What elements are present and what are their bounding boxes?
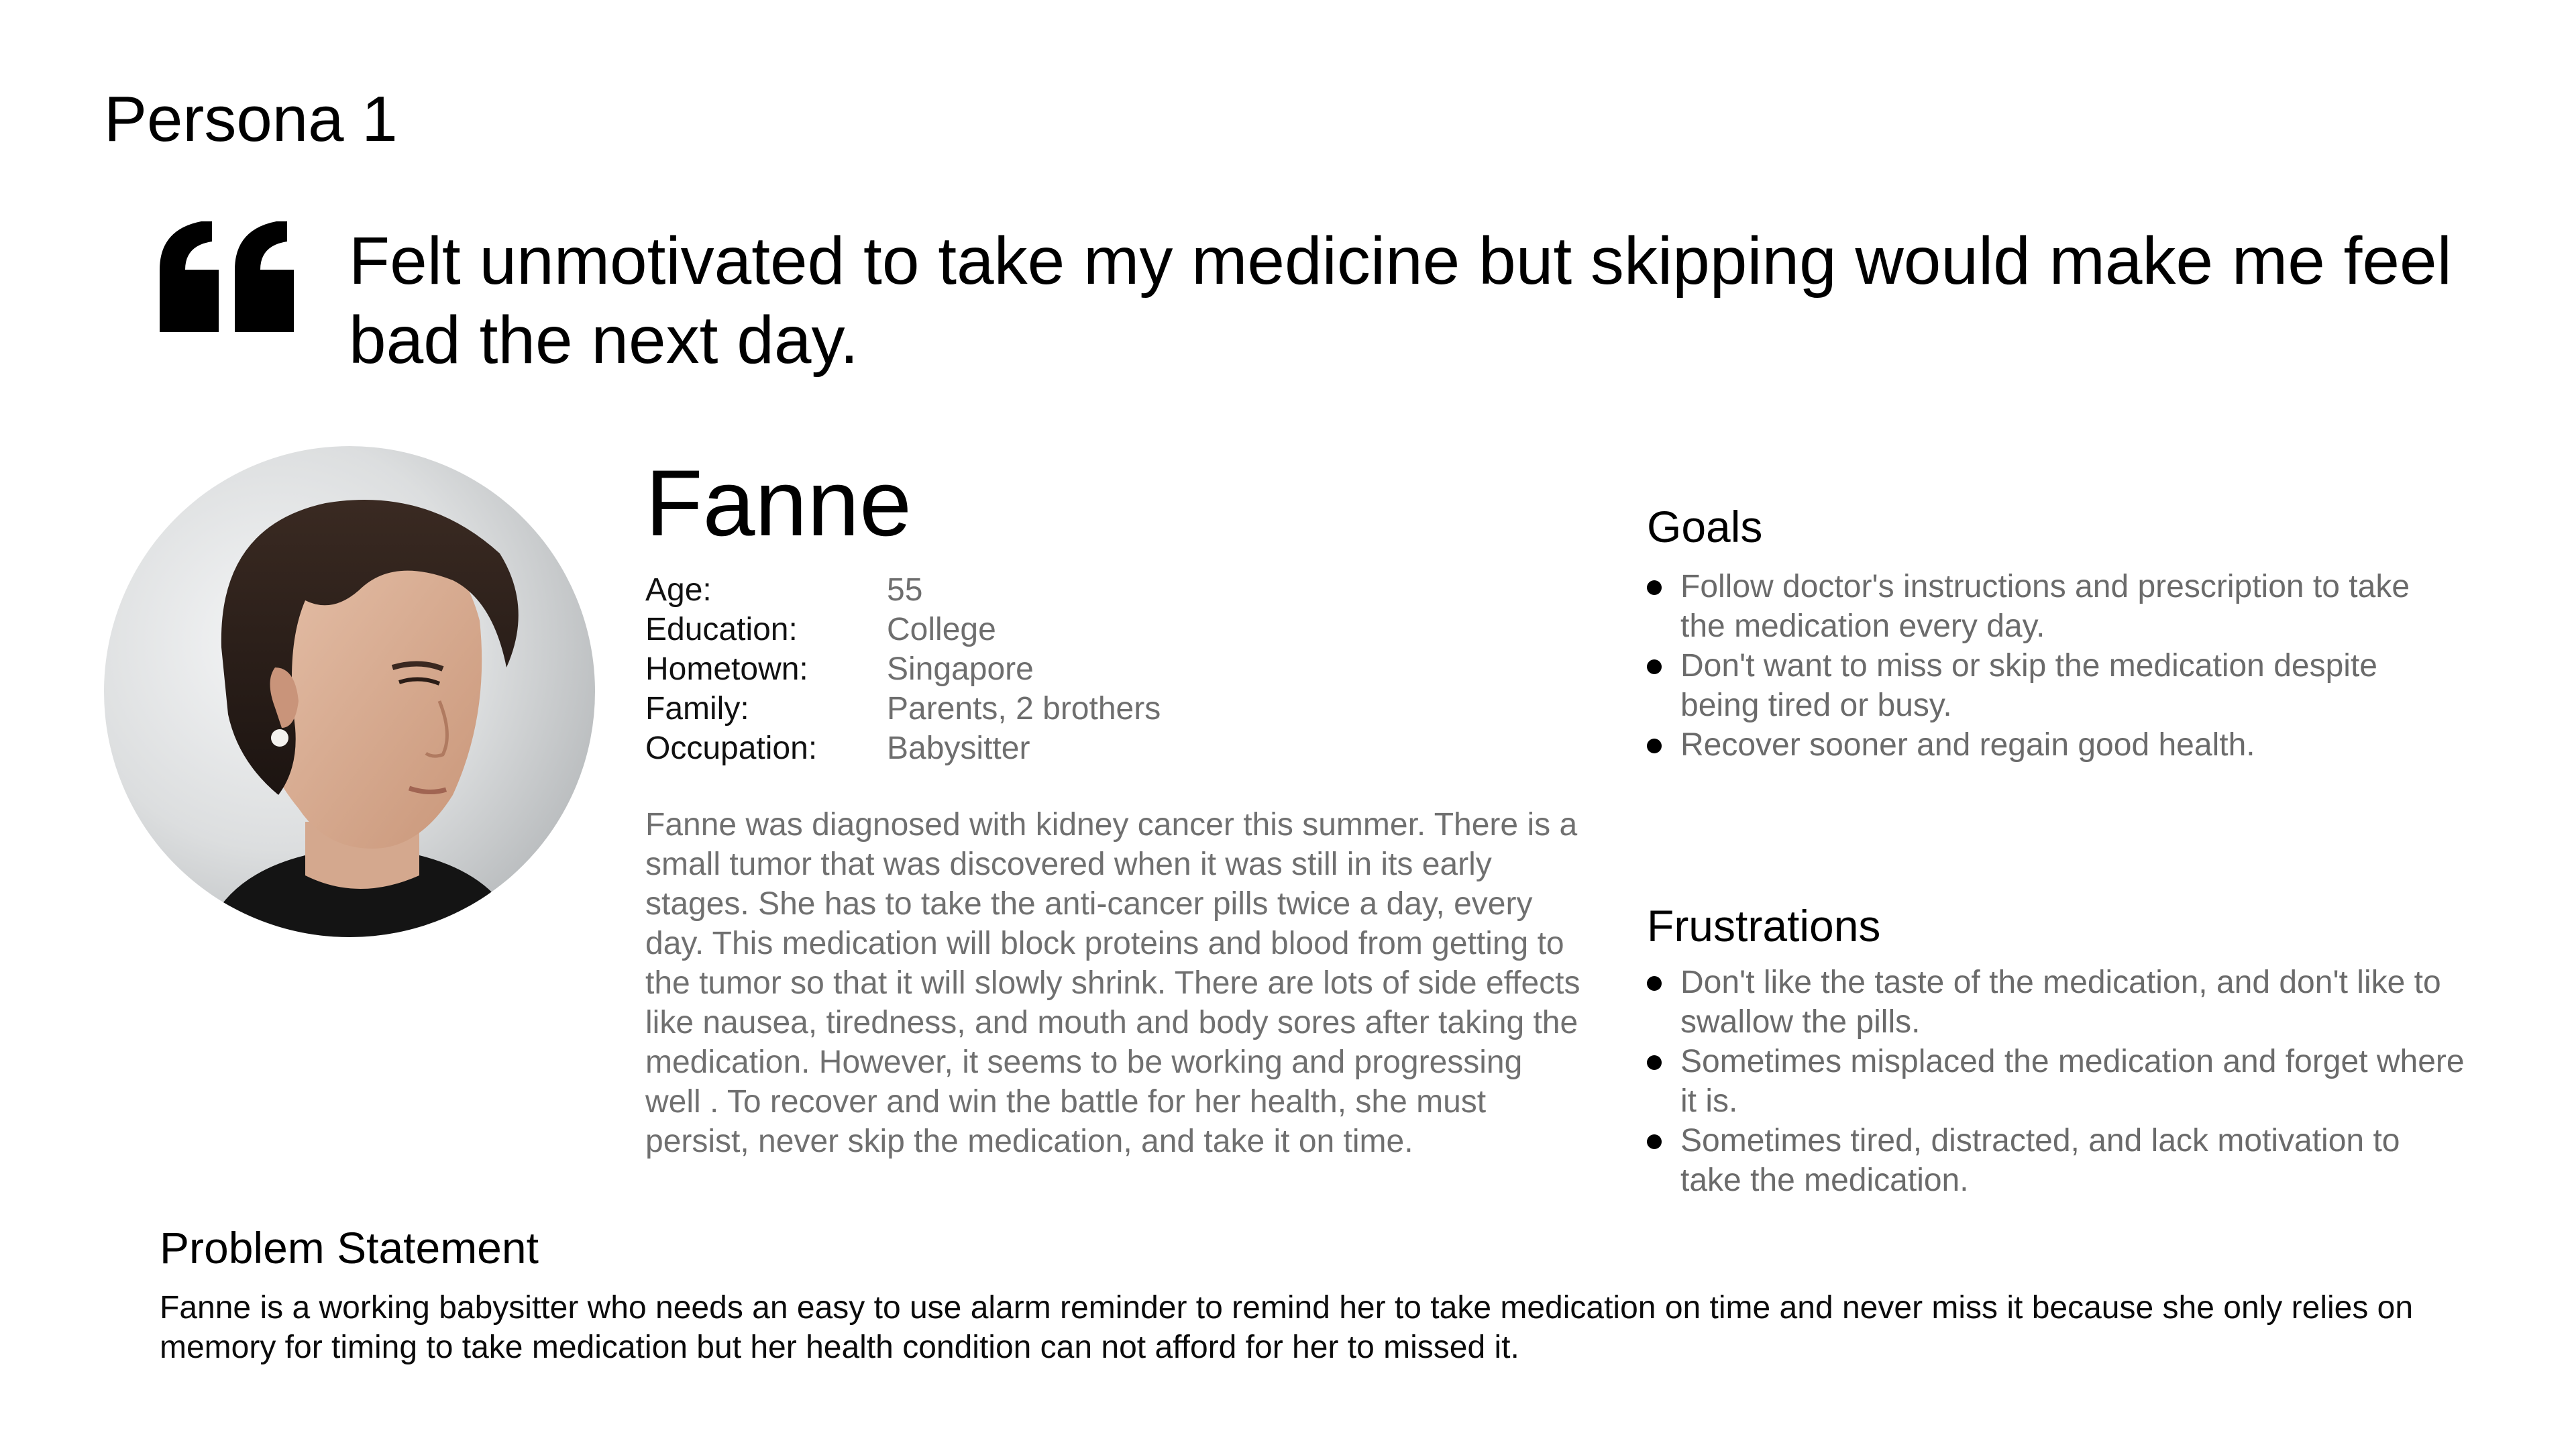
problem-statement-heading: Problem Statement [160,1223,539,1273]
bullet-icon [1647,659,1662,674]
goal-text: Follow doctor's instructions and prescription to take the medication every day. [1680,569,2410,644]
fact-row-age [645,570,1517,610]
bullet-icon [1647,976,1662,991]
persona-facts [645,570,1517,768]
goal-text: Recover sooner and regain good health. [1680,727,2255,763]
list-item [1647,1121,2465,1200]
list-item [1647,646,2418,725]
list-item [1647,1042,2465,1121]
list-item [1647,963,2465,1042]
goal-text: Don't want to miss or skip the medication despite being tired or busy. [1680,648,2377,723]
frustration-text: Don't like the taste of the medication, and don't like to swallow the pills. [1680,965,2441,1040]
frustrations-list [1647,963,2465,1200]
fact-row-family [645,689,1517,729]
portrait-photo [104,446,595,937]
fact-value: Babysitter [887,731,1030,766]
fact-label: Education: [645,612,798,647]
fact-value: Singapore [887,651,1034,687]
fact-row-hometown [645,649,1517,689]
fact-value: 55 [887,572,923,608]
quote-mark-icon [160,221,294,332]
frustration-text: Sometimes tired, distracted, and lack motivation to take the medication. [1680,1123,2400,1198]
persona-bio: Fanne was diagnosed with kidney cancer this summer. There is a small tumor that was discovered when it was still in its early stages. She has to take the anti-cancer pills twice a day, every day. This medication will block proteins and blood from getting to the tumor so that it will slowly shrink. There are lots of side effects like nausea, tiredness, and mouth and body sores after taking the medication. However, it seems to be working and progressing well . To recover and win the battle for her health, she must persist, never skip the medication, and take it on time. [645,807,1580,1159]
quote-text: Felt unmotivated to take my medicine but skipping would make me feel bad the next day. [349,223,2452,378]
fact-label: Occupation: [645,731,818,766]
bullet-icon [1647,580,1662,595]
bullet-icon [1647,739,1662,753]
frustrations-heading: Frustrations [1647,901,1881,951]
bullet-icon [1647,1134,1662,1149]
fact-value: College [887,612,996,647]
fact-value: Parents, 2 brothers [887,691,1161,727]
fact-label: Hometown: [645,651,808,687]
goals-list [1647,567,2418,765]
list-item [1647,725,2418,765]
bullet-icon [1647,1055,1662,1070]
fact-label: Family: [645,691,749,727]
fact-row-occupation [645,729,1517,768]
list-item [1647,567,2418,646]
persona-name: Fanne [645,450,912,555]
page-title: Persona 1 [104,83,398,155]
frustration-text: Sometimes misplaced the medication and forget where it is. [1680,1044,2465,1119]
fact-row-education [645,610,1517,649]
goals-heading: Goals [1647,502,1763,551]
problem-statement-text: Fanne is a working babysitter who needs an easy to use alarm reminder to remind her to take medication on time and never miss it because she only relies on memory for timing to take medication but her health condition can not afford for her to missed it. [160,1290,2414,1365]
fact-label: Age: [645,572,712,608]
